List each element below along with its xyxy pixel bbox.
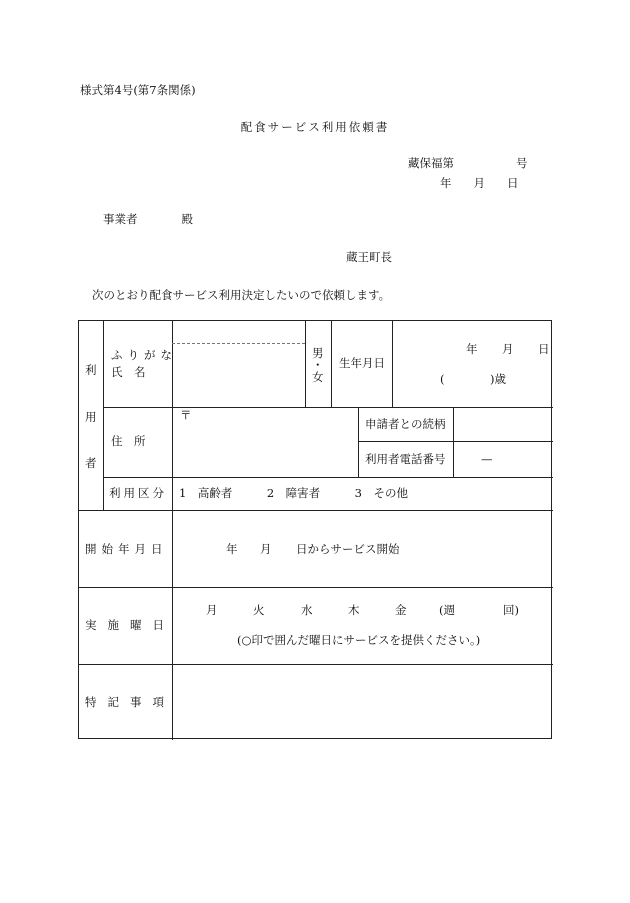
day-friday[interactable]: 金 [395, 603, 407, 617]
date-day-label: 日 [507, 176, 519, 190]
phone-label: 利用者電話番号 [365, 452, 446, 466]
divider [103, 407, 553, 408]
day-wednesday[interactable]: 水 [301, 603, 313, 617]
user-section-char: 用 [85, 410, 97, 424]
addressee-line [103, 211, 193, 227]
service-days-note: (○印で囲んだ曜日にサービスを提供ください。) [237, 633, 481, 647]
start-date-text: 日からサービス開始 [296, 542, 400, 556]
relation-label: 申請者との続柄 [365, 417, 446, 431]
week-count-open: (週 [439, 603, 455, 617]
divider [358, 441, 553, 442]
divider [79, 664, 553, 665]
name-label: 氏 名 [111, 365, 146, 379]
date-month-label: 月 [473, 176, 485, 190]
divider [103, 321, 104, 510]
furigana-label: ふりがな [111, 348, 177, 362]
gender-female[interactable]: 女 [312, 370, 324, 384]
day-monday[interactable]: 月 [206, 603, 218, 617]
category-options[interactable]: 1 高齢者 2 障害者 3 その他 [179, 486, 408, 500]
day-thursday[interactable]: 木 [348, 603, 360, 617]
divider [392, 321, 393, 407]
start-year-label: 年 [226, 542, 238, 556]
user-section-char: 利 [85, 363, 97, 377]
special-notes-label: 特記事項 [85, 695, 175, 709]
divider [172, 321, 173, 740]
age-close: )歳 [490, 372, 506, 386]
birth-month-label: 月 [502, 342, 514, 356]
gender-separator: ・ [312, 358, 324, 372]
divider [358, 407, 359, 477]
divider [103, 477, 553, 478]
date-year-label: 年 [440, 176, 452, 190]
week-count-close: 回) [503, 603, 519, 617]
divider [331, 321, 332, 407]
age-open: ( [440, 372, 445, 386]
document-title: 配食サービス利用依頼書 [240, 120, 390, 134]
phone-dash: — [481, 452, 493, 466]
document-number-prefix: 藏保福第 [408, 156, 454, 170]
address-label: 住 所 [111, 434, 146, 448]
intro-text: 次のとおり配食サービス利用決定したいので依頼します。 [92, 288, 391, 302]
divider [453, 407, 454, 477]
birthdate-label: 生年月日 [339, 356, 385, 370]
divider [305, 321, 306, 407]
divider [79, 510, 553, 511]
request-form-table [78, 320, 552, 739]
document-date-line [440, 175, 519, 191]
user-section-char: 者 [85, 456, 97, 470]
addressee-prefix: 事業者 [103, 212, 138, 226]
postal-mark: 〒 [180, 408, 192, 422]
birth-day-label: 日 [538, 342, 550, 356]
document-number-suffix: 号 [516, 156, 528, 170]
service-days-label: 実施曜日 [85, 618, 175, 632]
form-reference: 様式第4号(第7条関係) [80, 83, 196, 97]
day-tuesday[interactable]: 火 [253, 603, 265, 617]
addressee-suffix: 殿 [181, 212, 193, 226]
birth-year-label: 年 [466, 342, 478, 356]
gender-male[interactable]: 男 [312, 346, 324, 360]
start-date-label: 開始年月日 [85, 542, 168, 556]
furigana-divider [172, 343, 305, 344]
category-label: 利用区分 [109, 486, 167, 500]
issuer-name: 蔵王町長 [346, 250, 392, 264]
start-month-label: 月 [260, 542, 272, 556]
divider [79, 587, 553, 588]
document-number-line [408, 155, 528, 171]
